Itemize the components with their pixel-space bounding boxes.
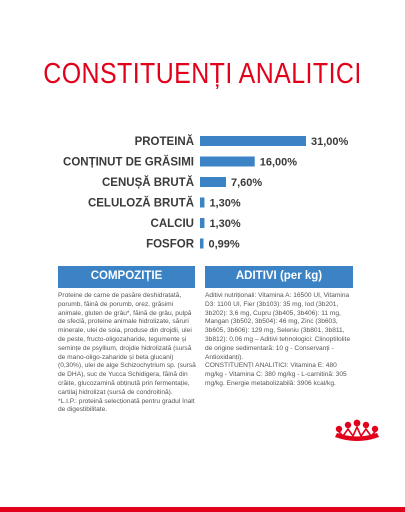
value-label: 0,99%: [208, 238, 240, 251]
bar: [200, 198, 204, 208]
bar: [200, 157, 255, 167]
bar: [200, 177, 226, 187]
royal-canin-crown-icon: [327, 415, 387, 445]
bar: [200, 136, 306, 146]
composition-text: Proteine de carne de pasăre deshidratată, porumb, făină de porumb, orez, grăsimi animale, gluten de grâu*, făină de grâu, pulpă de sfeclă, proteine animale hidrolizate, săruri minerale, ulei de soia, produse din drojdii, ulei de peste, fructo-oligozaharide, tegumente și semințe de psyllium, drojdie hidrolizată (sursă de mano-oligo-zaharide și beta glucani) (0,30%), ulei de alge Schizochytrium sp. (sursă de DHA), suc de Yucca Schidigera, făină din crăite, glucozamină obținută prin fermentație, cartilaj hidrolizat (sursă de condroitină).: [58, 292, 196, 396]
page-title: CONSTITUENȚI ANALITICI: [43, 58, 362, 90]
additives-extra: CONSTITUENȚI ANALITICI: Vitamina E: 480 mg/kg - Vitamina C: 380 mg/kg - L-carnitină: 305 mg/kg. Energie metabolizabilă: 3906 kcal/kg.: [205, 362, 347, 387]
category-label: PROTEINĂ: [134, 136, 194, 148]
value-label: 31,00%: [311, 136, 349, 148]
value-label: 7,60%: [230, 177, 263, 189]
category-label: CONȚINUT DE GRĂSIMI: [63, 156, 194, 169]
value-label: 1,30%: [209, 197, 241, 210]
additives-heading: ADITIVI (per kg): [205, 266, 353, 286]
additives-text: Aditivi nutriționali: Vitamina A: 16500 UI, Vitamina D3: 1100 UI, Fier (3b103): 35 mg, Iod (3b201, 3b202): 3,6 mg, Cupru (3b405, 3b406): 11 mg, Mangan (3b502, 3b504): 46 mg, Zinc (3b603, 3b605, 3b606): 129 mg, Seleniu (3b801, 3b811, 3b812): 0,06 mg – Aditivi tehnologici: Clinoptilolite de origine sedimentară: 10 g - Conservanți - Antioxidanți).: [205, 292, 351, 361]
value-label: 16,00%: [259, 156, 298, 169]
composition-column: [58, 292, 198, 415]
composition-note: *L.I.P.: proteină selecționată pentru gradul înalt de digestibilitate.: [58, 397, 195, 414]
category-label: CELULOZĂ BRUTĂ: [87, 197, 194, 210]
composition-divider: [58, 286, 195, 288]
additives-column: [205, 292, 355, 389]
category-label: CENUȘĂ BRUTĂ: [102, 177, 194, 189]
composition-heading: COMPOZIȚIE: [58, 266, 195, 286]
bottom-accent-bar: [0, 507, 405, 512]
bar: [200, 218, 204, 228]
category-label: CALCIU: [150, 218, 194, 230]
value-label: 1,30%: [209, 218, 241, 230]
bar: [200, 239, 204, 249]
category-label: FOSFOR: [146, 238, 194, 251]
additives-divider: [205, 286, 353, 288]
